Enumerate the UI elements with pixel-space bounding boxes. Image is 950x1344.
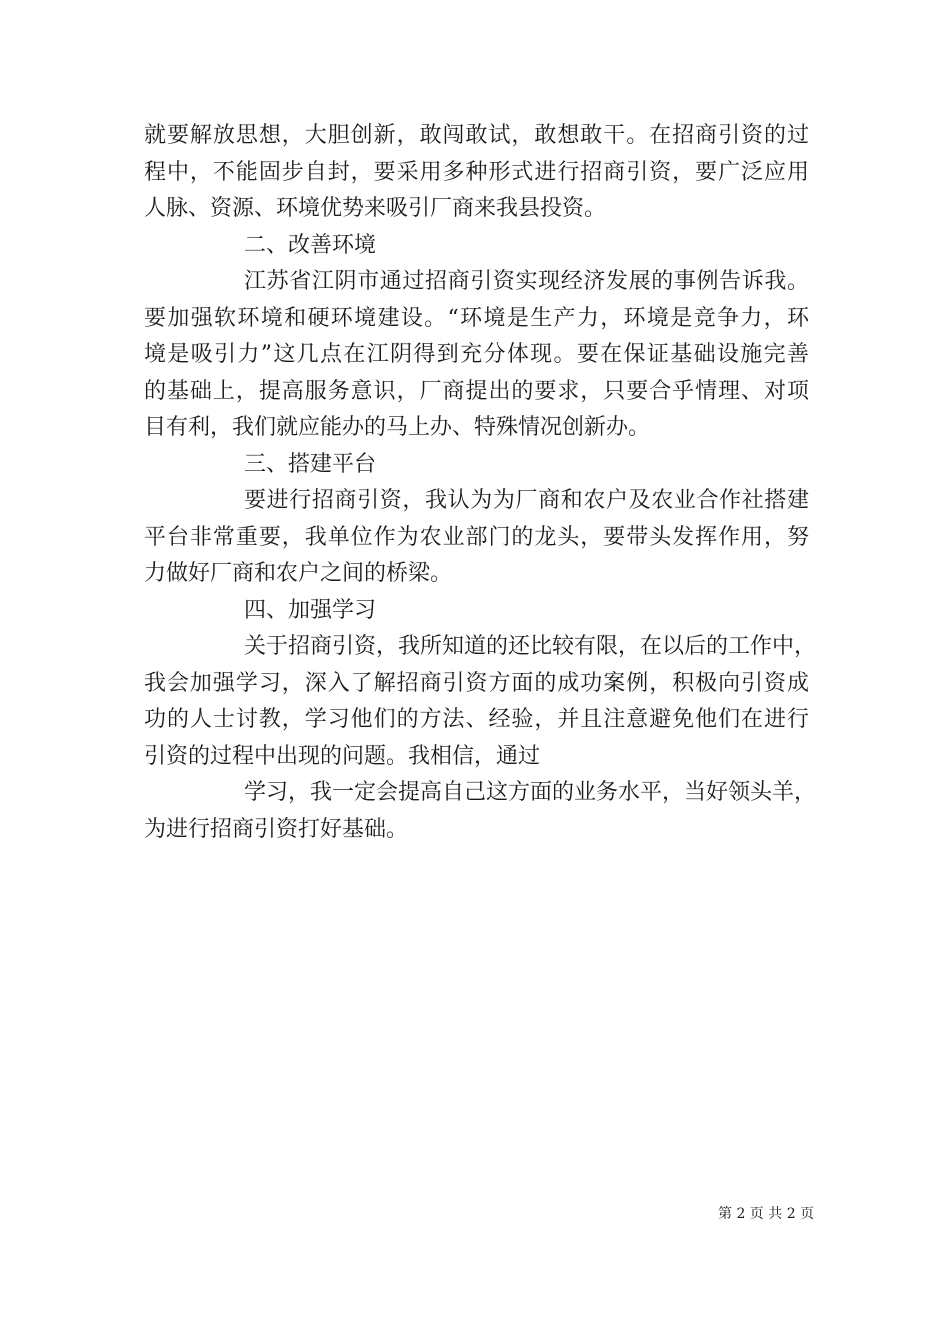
text-line: 就要解放思想，大胆创新，敢闯敢试，敢想敢干。在招商引资的过	[144, 123, 809, 148]
text-line: 要加强软环境和硬环境建设。“环境是生产力，环境是竞争力，环	[144, 305, 809, 331]
page-footer	[0, 1204, 950, 1224]
text-line: 境是吸引力”这几点在江阴得到充分体现。要在保证基础设施完善	[144, 342, 809, 367]
section-heading: 四、加强学习	[244, 597, 377, 623]
text-line: 引资的过程中出现的问题。我相信，通过	[144, 743, 541, 769]
section-heading: 二、改善环境	[244, 232, 377, 258]
text-line: 为进行招商引资打好基础。	[144, 816, 409, 842]
text-line: 要进行招商引资，我认为为厂商和农户及农业合作社搭建	[244, 488, 809, 513]
page-number: 第 2 页 共 2 页	[718, 1206, 815, 1222]
text-line: 我会加强学习，深入了解招商引资方面的成功案例，积极向引资成	[144, 670, 809, 696]
text-line: 目有利，我们就应能办的马上办、特殊情况创新办。	[144, 415, 651, 440]
text-line: 的基础上，提高服务意识，厂商提出的要求，只要合乎情理、对项	[144, 378, 809, 404]
section-heading: 三、搭建平台	[244, 451, 377, 477]
text-line: 功的人士讨教，学习他们的方法、经验，并且注意避免他们在进行	[144, 707, 809, 732]
text-line: 人脉、资源、环境优势来吸引厂商来我县投资。	[144, 196, 607, 221]
text-line: 程中，不能固步自封，要采用多种形式进行招商引资，要广泛应用	[144, 159, 809, 185]
text-line: 平台非常重要，我单位作为农业部门的龙头，要带头发挥作用，努	[144, 524, 809, 550]
text-line: 学习，我一定会提高自己这方面的业务水平，当好领头羊，	[244, 780, 817, 805]
text-line: 江苏省江阴市通过招商引资实现经济发展的事例告诉我。	[244, 269, 809, 294]
text-line: 力做好厂商和农户之间的桥梁。	[144, 561, 453, 586]
text-line: 关于招商引资，我所知道的还比较有限，在以后的工作中，	[244, 634, 817, 659]
document-body	[144, 118, 817, 848]
